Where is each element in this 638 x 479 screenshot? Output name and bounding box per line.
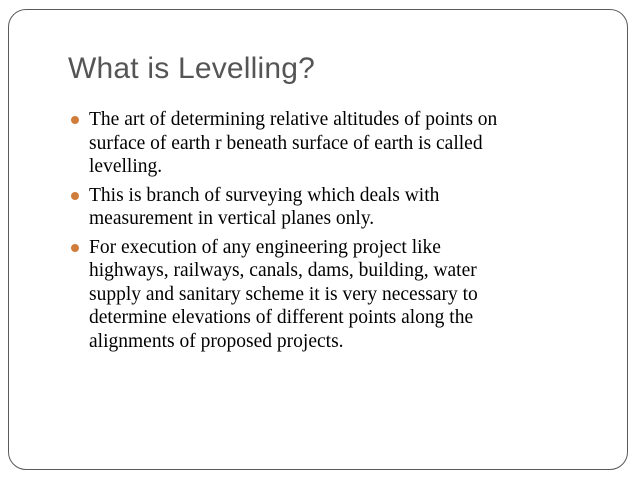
bullet-line: determine elevations of different points along the	[89, 307, 474, 328]
bullet-line: surface of earth r beneath surface of earth is called	[89, 132, 483, 154]
bullet-item	[68, 184, 588, 231]
bullet-line: levelling.	[89, 156, 163, 177]
bullet-line: The art of determining relative altitudes of points on	[89, 109, 498, 130]
bullet-line: alignments of proposed projects.	[89, 330, 344, 352]
bullet-item	[68, 108, 588, 179]
bullet-line: measurement in vertical planes only.	[89, 208, 375, 229]
bullet-item	[68, 236, 588, 354]
bullet-dot-icon	[71, 192, 79, 200]
bullet-line: highways, railways, canals, dams, building, water	[89, 260, 477, 281]
bullet-line: This is branch of surveying which deals with	[89, 184, 440, 206]
bullet-dot-icon	[71, 244, 79, 252]
bullet-line: For execution of any engineering project like	[89, 236, 441, 258]
bullet-line: supply and sanitary scheme it is very necessary to	[89, 283, 478, 305]
slide-title: What is Levelling?	[68, 52, 316, 85]
bullet-dot-icon	[71, 116, 79, 124]
bullet-list	[68, 108, 588, 358]
